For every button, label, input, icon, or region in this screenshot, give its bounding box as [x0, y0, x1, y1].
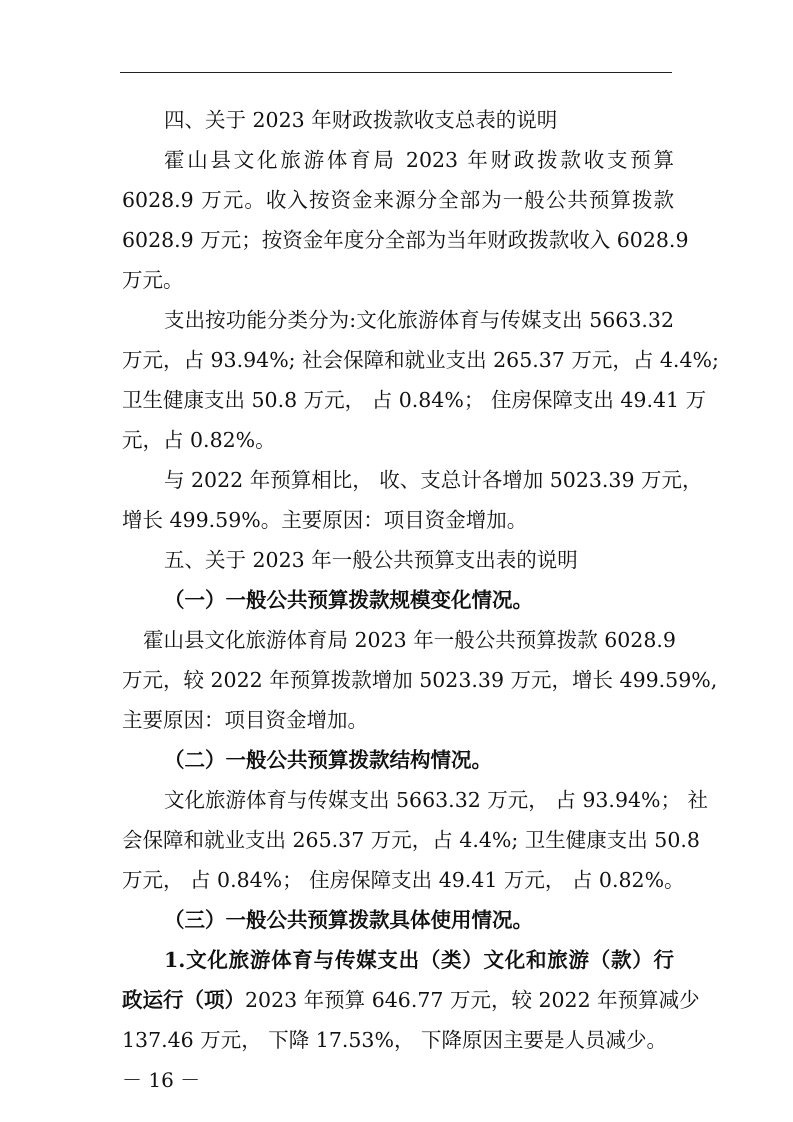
paragraph-line: 文化旅游体育与传媒支出 5663.32 万元， 占 93.94%； 社	[164, 788, 709, 812]
paragraph-line: 主要原因：项目资金增加。	[122, 708, 368, 732]
subheading-3: （三）一般公共预算拨款具体使用情况。	[164, 908, 533, 932]
page-number: － 16 －	[122, 1068, 201, 1092]
paragraph-text: 2023 年预算 646.77 万元，较 2022 年预算减少	[245, 988, 700, 1012]
item-heading-1: 1.文化旅游体育与传媒支出（类）文化和旅游（款）行	[164, 948, 674, 972]
subheading-2: （二）一般公共预算拨款结构情况。	[164, 748, 492, 772]
paragraph-line-mixed	[122, 980, 700, 1020]
paragraph-line: 元，占 0.82%。	[122, 428, 276, 452]
paragraph-line: 支出按功能分类分为:文化旅游体育与传媒支出 5663.32	[164, 308, 674, 332]
paragraph-line: 137.46 万元， 下降 17.53%， 下降原因主要是人员减少。	[122, 1028, 667, 1052]
paragraph-line: 卫生健康支出 50.8 万元， 占 0.84%； 住房保障支出 49.41 万	[122, 388, 707, 412]
paragraph-line: 增长 499.59%。主要原因：项目资金增加。	[122, 508, 528, 532]
paragraph-line: 会保障和就业支出 265.37 万元，占 4.4%; 卫生健康支出 50.8	[122, 828, 700, 852]
paragraph-line: 霍山县文化旅游体育局 2023 年财政拨款收支预算	[164, 148, 674, 172]
paragraph-line: 万元，占 93.94%; 社会保障和就业支出 265.37 万元，占 4.4%;	[122, 348, 719, 372]
paragraph-line: 6028.9 万元；按资金年度分全部为当年财政拨款收入 6028.9	[122, 228, 689, 252]
subheading-1: （一）一般公共预算拨款规模变化情况。	[164, 588, 533, 612]
paragraph-line: 霍山县文化旅游体育局 2023 年一般公共预算拨款 6028.9	[143, 628, 676, 652]
paragraph-line: 6028.9 万元。收入按资金来源分全部为一般公共预算拨款	[122, 188, 674, 212]
paragraph-line: 万元。	[122, 268, 184, 292]
item-heading-continuation: 政运行（项）	[122, 988, 245, 1012]
paragraph-line: 万元，较 2022 年预算拨款增加 5023.39 万元，增长 499.59%,	[122, 668, 718, 692]
paragraph-line: 万元， 占 0.84%； 住房保障支出 49.41 万元， 占 0.82%。	[122, 868, 685, 892]
header-rule	[120, 72, 672, 73]
section-heading-4: 四、关于 2023 年财政拨款收支总表的说明	[164, 108, 558, 132]
paragraph-line: 与 2022 年预算相比， 收、支总计各增加 5023.39 万元，	[164, 468, 703, 492]
section-heading-5: 五、关于 2023 年一般公共预算支出表的说明	[164, 548, 578, 572]
